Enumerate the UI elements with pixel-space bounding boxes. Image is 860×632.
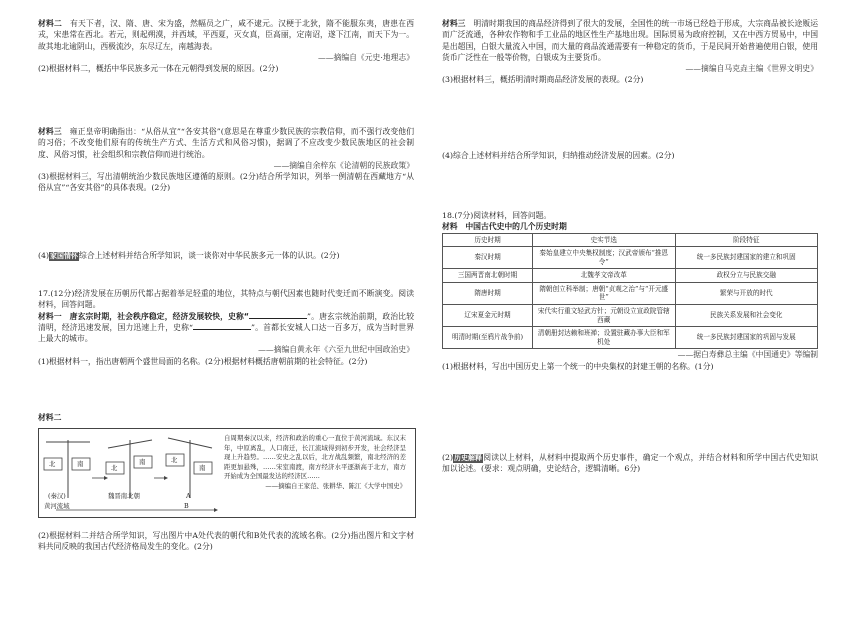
- diagram-source: ——摘编自王家范、张耕华、陈江《大学中国史》: [265, 482, 406, 491]
- question-17-2: (2)根据材料二并结合所学知识，写出图片中A处代表的朝代和B处代表的流域名称。(2分)指出图片和文字材料共同反映的我国古代经济格局发生的变化。(2分): [38, 531, 414, 552]
- material-2-label: 材料二: [38, 413, 62, 422]
- material-2-block: [38, 18, 414, 74]
- table-cell: 繁荣与开放的时代: [675, 282, 818, 304]
- question-17-intro: 17.(12分)经济发展在历朝历代都占据着举足轻重的地位，其特点与朝代因素也随时代变迁而不断演变。阅读材料，回答问题。: [38, 289, 414, 310]
- question-17-1: (1)根据材料一，指出唐朝两个盛世局面的名称。(2分)根据材料概括唐朝前期的社会特征。(2分): [38, 356, 368, 366]
- north-label: 北: [111, 464, 118, 472]
- category-tag: 历史解释: [454, 454, 483, 462]
- qin-han-label: (秦汉): [48, 492, 66, 500]
- right-question-3: (3)根据材料三，概括明清时期商品经济发展的表现。(2分): [442, 75, 644, 85]
- question-18-1: (1)根据材料，写出中国历史上第一个统一的中央集权的封建王朝的名称。(1分): [442, 361, 714, 371]
- table-cell: 隋唐时期: [443, 282, 533, 304]
- question-18-2-block: [442, 452, 818, 475]
- right-material-3-text: 材料三 明清时期我国的商品经济得到了很大的发展，全国性的统一市场已经趋于形成，大宗商品被长途贩运而广泛流通，各种农作物和手工业品的地区性生产基地出现。国际贸易为政府控制，又在中西方贸易中，中国是出超国，白银大量流入中国，而大量的商品流通需要有一种稳定的货币，于是民间开始普遍使用白银，使用货币广泛性在一般等价物，白银成为主要货币。: [442, 19, 819, 62]
- question-17-2-block: [38, 530, 414, 553]
- question-18-block: [442, 210, 818, 372]
- right-material-3-block: [442, 18, 818, 86]
- table-cell: 清朝册封达赖和班禅；设置驻藏办事大臣和军机处: [533, 327, 676, 349]
- material-2-label-block: [38, 412, 414, 423]
- category-tag: 家国情怀: [50, 252, 79, 260]
- table-header: 历史时期: [443, 233, 533, 247]
- table-cell: 统一多民族封建国家的建立和巩固: [675, 247, 818, 269]
- question-18-intro: 18.(7分)阅读材料，回答问题。: [442, 211, 552, 220]
- label-b: B: [184, 502, 189, 510]
- label-a: A: [186, 492, 191, 500]
- table-cell: 统一多民族封建国家的巩固与发展: [675, 327, 818, 349]
- south-label: 南: [199, 464, 206, 472]
- table-cell: 秦汉时期: [443, 247, 533, 269]
- right-question-4-block: [442, 150, 818, 161]
- right-question-4: (4)综合上述材料并结合所学知识，归纳推动经济发展的因素。(2分): [442, 151, 675, 160]
- table-row: [443, 269, 818, 283]
- table-row: [443, 304, 818, 326]
- history-periods-table: [442, 233, 818, 350]
- question-4-block: [38, 250, 414, 261]
- north-label: 北: [49, 460, 56, 468]
- south-label: 南: [139, 458, 146, 466]
- material-3-source: ——摘编自余梓东《论清朝的民族政策》: [273, 160, 414, 170]
- material-3-block: [38, 126, 414, 194]
- question-2: (2)根据材料二，概括中华民族多元一体在元朝得到发展的原因。(2分): [38, 64, 279, 74]
- diagram-text: 自周期秦汉以来，经济和政治的重心一直位于黄河流域。东汉末年，中原离乱，人口南迁，长江流域得到初步开发，社会经济呈现上升趋势。……安史之乱以后，北方战乱频繁，南北经济的差距更加悬殊，……宋室南渡，南方经济水平逐渐高于北方，南方开始成为全国最发达的经济区…… ——摘编自王家范、张耕华、陈江《大学中国史》: [224, 434, 406, 491]
- question-3: (3)根据材料三，写出清朝统治少数民族地区遵循的原则。(2分)结合所学知识，列举一例清朝在西藏地方“从俗从宜”“各安其俗”的具体表现。(2分): [38, 172, 414, 193]
- yellow-river-label: 黄河流域: [44, 502, 70, 510]
- table-cell: 秦始皇建立中央集权制度；汉武帝颁布“推恩令”: [533, 247, 676, 269]
- table-cell: 隋朝创立科举制；唐朝“贞观之治”与“开元盛世”: [533, 282, 676, 304]
- material-2-source: ——摘编自《元史·地理志》: [317, 52, 414, 62]
- table-source: ——据白寿彝总主编《中国通史》等编制: [677, 350, 818, 360]
- material-3-text: 材料三 雍正皇帝明确指出：“从俗从宜”“各安其俗”(意思是在尊重少数民族的宗教信仰，而不强行改变他们的习俗；不改变他们原有的传统生产方式、生活方式和风俗习惯)，据调了不应改变少数民族地区的社会制度、风俗习惯，社会组织和宗教信仰而进行统治。: [38, 127, 415, 159]
- table-cell: 北魏孝文帝改革: [533, 269, 676, 283]
- right-material-3-source: ——摘编自马克垚主编《世界文明史》: [685, 64, 818, 74]
- table-cell: 宋代实行重文轻武方针；元朝设立宣政院管辖西藏: [533, 304, 676, 326]
- table-cell: 明清时期(至鸦片战争前): [443, 327, 533, 349]
- economic-center-diagram: [38, 428, 414, 518]
- question-18-2: (2)历史解释阅读以上材料，从材料中提取两个历史事件，确定一个观点，并结合材料和所学中国古代史知识加以论述。(要求：观点明确，史论结合，逻辑清晰。6分): [442, 453, 818, 474]
- table-row: [443, 327, 818, 349]
- question-17-block: [38, 288, 414, 367]
- question-17-material-1-source: ——摘编自黄永年《六至九世纪中国政治史》: [258, 345, 414, 355]
- table-cell: 政权分立与民族交融: [675, 269, 818, 283]
- question-17-material-1: 材料一 唐玄宗时期，社会秩序稳定，经济发展较快，史称“ ”。唐玄宗统治前期，政治比较清明，经济迅速发展，国力迅速上升，史称“ ”。首都长安城人口达一百多万，成为当时世界上最大的城市。: [38, 311, 415, 344]
- question-4: (4)家国情怀综合上述材料并结合所学知识，谈一谈你对中华民族多元一体的认识。(2分): [38, 251, 340, 260]
- north-label: 北: [171, 456, 178, 464]
- table-row: [443, 247, 818, 269]
- question-18-material-label: 材料 中国古代史中的几个历史时期: [442, 222, 567, 232]
- answer-blank[interactable]: [249, 311, 307, 319]
- material-2-text: 材料二 有天下者，汉、隋、唐、宋为盛，然幅员之广，咸不逮元。汉梗于北狄，隋不能服东夷，唐患在西戎，宋患常在西北。若元，则起朔漠，并西域，平西夏，灭女真，臣高丽，定南诏，遂下江南，而天下为一。故其地北逾阴山，西极流沙，东尽辽左，南越海表。: [38, 19, 415, 51]
- table-header: 史实节选: [533, 233, 676, 247]
- table-header-row: [443, 233, 818, 247]
- table-row: [443, 282, 818, 304]
- table-cell: 民族关系发展和社会变化: [675, 304, 818, 326]
- wei-jin-label: 魏晋南北朝: [108, 492, 140, 500]
- table-cell: 辽宋夏金元时期: [443, 304, 533, 326]
- south-label: 南: [77, 460, 84, 468]
- table-header: 阶段特征: [675, 233, 818, 247]
- table-cell: 三国两晋南北朝时期: [443, 269, 533, 283]
- answer-blank[interactable]: [193, 322, 251, 330]
